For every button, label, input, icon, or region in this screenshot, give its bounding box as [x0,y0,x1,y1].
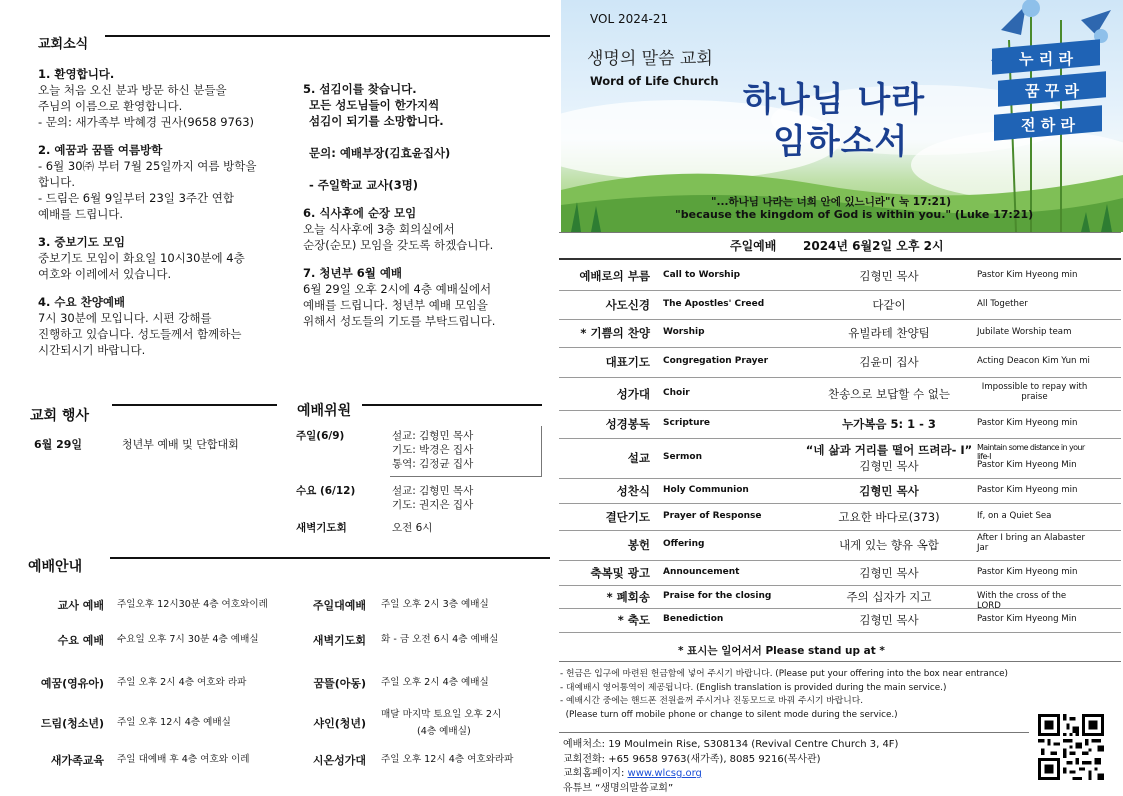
news-item-title: 1. 환영합니다. [38,66,303,82]
divider [362,404,542,406]
service-item-en-leader: With the cross of the LORD [977,591,1092,611]
service-item-en-leader: Pastor Kim Hyeong min [977,418,1092,428]
contact-phone: 교회전화: +65 9658 9763(새가족), 8085 9216(목사관) [563,753,898,768]
service-item-en: Congregation Prayer [663,356,768,366]
news-item [38,234,303,282]
service-item-leader-2: 김형민 목사 [779,458,999,474]
service-item-en-leader: Pastor Kim Hyeong min [977,485,1092,495]
contact-top-line [559,732,1029,733]
service-item-leader: 고요한 바다로(373) [779,509,999,525]
service-item-leader: “네 삶과 거리를 떨어 뜨려라- I” [779,442,999,458]
ribbon-text-1: 누 리 라 [992,48,1100,69]
service-item-leader: 김형민 목사 [779,483,999,499]
service-row [559,377,1121,411]
schedule-name: 새벽기도회 [280,632,366,648]
contact-block [563,738,898,796]
service-header-bottom-line [559,258,1121,260]
service-item-ko: 성찬식 [559,483,650,499]
homepage-label: 교회홈페이지: [563,768,628,779]
news-item-title: 3. 중보기도 모임 [38,234,303,250]
note-line: - 예배시간 중에는 핸드폰 전원을꺼 주시거나 진동모드로 바꿔 주시기 바랍니다. [560,695,1008,709]
service-item-en: Announcement [663,567,739,577]
schedule-time: 주일 오후 12시 4층 여호와라파 [381,751,513,765]
service-item-leader: 누가복음 5: 1 - 3 [779,416,999,432]
news-item [303,265,548,329]
service-item-en-leader: Jubilate Worship team [977,327,1092,337]
committee-heading: 예배위원 [297,400,351,420]
schedule-time-extra: (4층 예배실) [417,723,471,737]
schedule-name: 수요 예배 [20,632,104,648]
committee-line: 설교: 김형민 목사 [392,483,473,498]
news-heading: 교회소식 [38,33,88,52]
news-column-1 [38,66,303,370]
news-item [38,66,303,130]
news-item [38,294,303,358]
service-item-ko: 성경봉독 [559,416,650,432]
service-item-en-leader: Impossible to repay with praise [977,382,1092,402]
contact-address: 예배처소: 19 Moulmein Rise, S308134 (Revival Centre Church 3, 4F) [563,738,898,753]
verse-en: "because the kingdom of God is within you." (Luke 17:21) [675,208,1033,221]
divider [105,35,550,37]
service-header-title: 주일예배 [730,237,776,254]
service-item-leader: 김형민 목사 [779,268,999,284]
service-item-ko: 축복및 광고 [559,565,650,581]
service-item-leader: 김형민 목사 [779,565,999,581]
news-column-2 [303,81,548,341]
schedule-time: 수요일 오후 7시 30분 4층 예배실 [117,631,259,645]
divider [110,557,550,559]
service-item-leader: 내게 있는 향유 옥합 [779,537,999,553]
service-item-ko: * 폐회송 [559,589,650,605]
service-item-ko: 사도신경 [559,297,650,313]
news-item-line: - 드림은 6월 9일부터 23일 3주간 연합 [38,190,303,206]
service-item-en: Call to Worship [663,270,740,280]
service-row [559,261,1121,291]
service-item-en-leader: After I bring an Alabaster Jar [977,533,1092,553]
service-item-en-leader: Pastor Kim Hyeong Min [977,614,1092,624]
service-item-en-leader: If, on a Quiet Sea [977,511,1092,521]
news-item-line: 진행하고 있습니다. 성도들께서 함께하는 [38,326,303,342]
service-item-leader: 주의 십자가 지고 [779,589,999,605]
schedule-time: 주일 오후 2시 3층 예배실 [381,596,489,610]
service-item-en-leader: Pastor Kim Hyeong min [977,567,1092,577]
news-item-title: 7. 청년부 6월 예배 [303,265,548,281]
news-item-line [303,129,548,145]
news-item-line: 위해서 성도들의 기도를 부탁드립니다. [303,313,548,329]
service-item-en-leader-2: Pastor Kim Hyeong Min [977,460,1077,470]
service-item-leader: 찬송으로 보답할 수 없는 [779,386,999,402]
news-item-title: 5. 섬김이를 찾습니다. [303,81,548,97]
news-item-title: 6. 식사후에 순장 모임 [303,205,548,221]
committee-label: 새벽기도회 [296,520,347,535]
service-row [559,438,1121,479]
service-item-leader: 김윤미 집사 [779,354,999,370]
service-item-en-leader: Maintain some distance in your life-I [977,443,1097,461]
service-item-leader: 유빌라테 찬양팀 [779,325,999,341]
service-item-ko: * 기쁨의 찬양 [559,325,650,341]
news-item-line: 예배를 드립니다. [38,206,303,222]
stand-note: * 표시는 일어서서 Please stand up at * [678,643,885,658]
service-item-en: Offering [663,539,704,549]
service-item-en: Choir [663,388,690,398]
service-item-en: Scripture [663,418,710,428]
church-name-ko: 생명의 말씀 교회 [587,44,713,69]
service-header-date: 2024년 6월2일 오후 2시 [803,237,944,254]
service-item-en-leader: Acting Deacon Kim Yun mi [977,356,1092,366]
service-row [559,290,1121,320]
banner-title-1: 하나님 나라 [743,72,925,121]
ribbon-text-3: 전 하 라 [994,114,1102,135]
contact-homepage [563,767,898,782]
service-item-en: Worship [663,327,705,337]
news-item-line [303,161,548,177]
committee-label: 수요 (6/12) [296,483,355,498]
news-item-line: 예배를 드립니다. 청년부 예배 모임을 [303,297,548,313]
service-item-ko: 결단기도 [559,509,650,525]
schedule-name: 주일대예배 [280,597,366,613]
committee-box-bottom [390,476,542,477]
service-item-ko: 대표기도 [559,354,650,370]
schedule-time: 화 - 금 오전 6시 4층 예배실 [381,631,498,645]
committee-box-right [541,426,542,477]
guide-heading: 예배안내 [28,556,82,576]
schedule-name: 시온성가대 [280,752,366,768]
news-item-line: 합니다. [38,174,303,190]
stand-note-line [559,661,1121,662]
service-item-en: Holy Communion [663,485,749,495]
service-header-top-line [559,232,1121,233]
verse-ko: "...하나님 나라는 너희 안에 있느니라"( 눅 17:21) [711,194,951,209]
news-item-title: 4. 수요 찬양예배 [38,294,303,310]
news-item-line: 문의: 예배부장(김효윤집사) [303,145,548,161]
news-item [303,81,548,193]
service-item-ko: 봉헌 [559,537,650,553]
event-text: 청년부 예배 및 단합대회 [122,436,239,452]
notes-block [560,668,1008,722]
service-item-leader: 김형민 목사 [779,612,999,628]
committee-line: 통역: 김정균 집사 [392,456,473,471]
service-item-ko: 예배로의 부름 [559,268,650,284]
church-name-en: Word of Life Church [590,74,719,88]
contact-youtube: 유튜브 “생명의말씀교회” [563,782,898,796]
schedule-time: 매달 마지막 토요일 오후 2시 [381,706,501,720]
service-item-en: Sermon [663,452,702,462]
banner [561,0,1123,232]
schedule-name: 교사 예배 [20,597,104,613]
schedule-time: 주일 오후 2시 4층 예배실 [381,674,489,688]
service-row [559,478,1121,504]
committee-line: 기도: 박경은 집사 [392,442,473,457]
news-item-line: 모든 성도님들이 한가지씩 [303,97,548,113]
service-item-leader: 다같이 [779,297,999,313]
note-line: - 헌금은 입구에 마련된 헌금함에 넣어 주시기 바랍니다. (Please put your offering into the box near entrance) [560,668,1008,682]
news-item-line: 주님의 이름으로 환영합니다. [38,98,303,114]
schedule-name: 예꿈(영유아) [20,675,104,691]
events-heading: 교회 행사 [30,405,89,425]
news-item-line: 7시 30분에 모입니다. 시편 강해를 [38,310,303,326]
committee-line: 기도: 권지은 집사 [392,497,473,512]
service-item-ko: 성가대 [559,386,650,402]
news-item-line: - 주일학교 교사(3명) [303,177,548,193]
schedule-time: 주일 대예배 후 4층 여호와 이레 [117,751,250,765]
news-item-line: 섬김이 되기를 소망합니다. [303,113,548,129]
committee-line: 설교: 김형민 목사 [392,428,473,443]
service-row [559,530,1121,561]
news-item-line: 6월 29일 오후 2시에 4층 예배실에서 [303,281,548,297]
divider [112,404,277,406]
news-item-line: 오늘 처음 오신 분과 방문 하신 분들을 [38,82,303,98]
service-item-en: Benediction [663,614,723,624]
schedule-name: 새가족교육 [20,752,104,768]
homepage-link[interactable]: www.wlcsg.org [628,768,702,779]
ribbon-banner [984,40,1114,140]
news-item-line: 오늘 식사후에 3층 회의실에서 [303,221,548,237]
banner-title-2: 임하소서 [773,114,908,163]
ribbon-text-2: 꿈 꾸 라 [998,80,1106,101]
service-item-ko: 설교 [559,450,650,466]
schedule-name: 샤인(청년) [280,715,366,731]
service-row [559,560,1121,586]
volume-label: VOL 2024-21 [590,12,668,26]
qr-code-icon[interactable] [1037,714,1105,780]
committee-line: 오전 6시 [392,520,432,535]
service-row [559,608,1121,633]
schedule-name: 꿈뜰(아동) [280,675,366,691]
service-item-en: Prayer of Response [663,511,762,521]
news-item-line: 시간되시기 바랍니다. [38,342,303,358]
committee-label: 주일(6/9) [296,428,344,443]
service-row [559,585,1121,609]
service-item-en: Praise for the closing [663,591,771,601]
note-line: (Please turn off mobile phone or change to silent mode during the service.) [560,709,1008,723]
news-item-title: 2. 예꿈과 꿈뜰 여름방학 [38,142,303,158]
service-row [559,319,1121,348]
service-row [559,410,1121,439]
service-item-en-leader: Pastor Kim Hyeong min [977,270,1092,280]
news-item-line: 중보기도 모임이 화요일 10시30분에 4층 [38,250,303,266]
event-date: 6월 29일 [34,436,82,452]
news-item-line: - 문의: 새가족부 박혜경 권사(9658 9763) [38,114,303,130]
schedule-name: 드림(청소년) [20,715,104,731]
news-item [303,205,548,253]
schedule-time: 주일 오후 2시 4층 여호와 라파 [117,674,246,688]
service-item-ko: * 축도 [559,612,650,628]
schedule-time: 주일 오후 12시 4층 예배실 [117,714,231,728]
news-item-line: 순장(순모) 모임을 갖도록 하겠습니다. [303,237,548,253]
service-item-en: The Apostles' Creed [663,299,764,309]
service-row [559,503,1121,531]
note-line: - 대예배시 영어통역이 제공됩니다. (English translation is provided during the main service.) [560,682,1008,696]
service-row [559,347,1121,378]
news-item-line: 여호와 이레에서 있습니다. [38,266,303,282]
schedule-time: 주일오후 12시30분 4층 여호와이레 [117,596,268,610]
service-item-en-leader: All Together [977,299,1092,309]
news-item [38,142,303,222]
news-item-line: - 6월 30㈜ 부터 7월 25일까지 여름 방학을 [38,158,303,174]
